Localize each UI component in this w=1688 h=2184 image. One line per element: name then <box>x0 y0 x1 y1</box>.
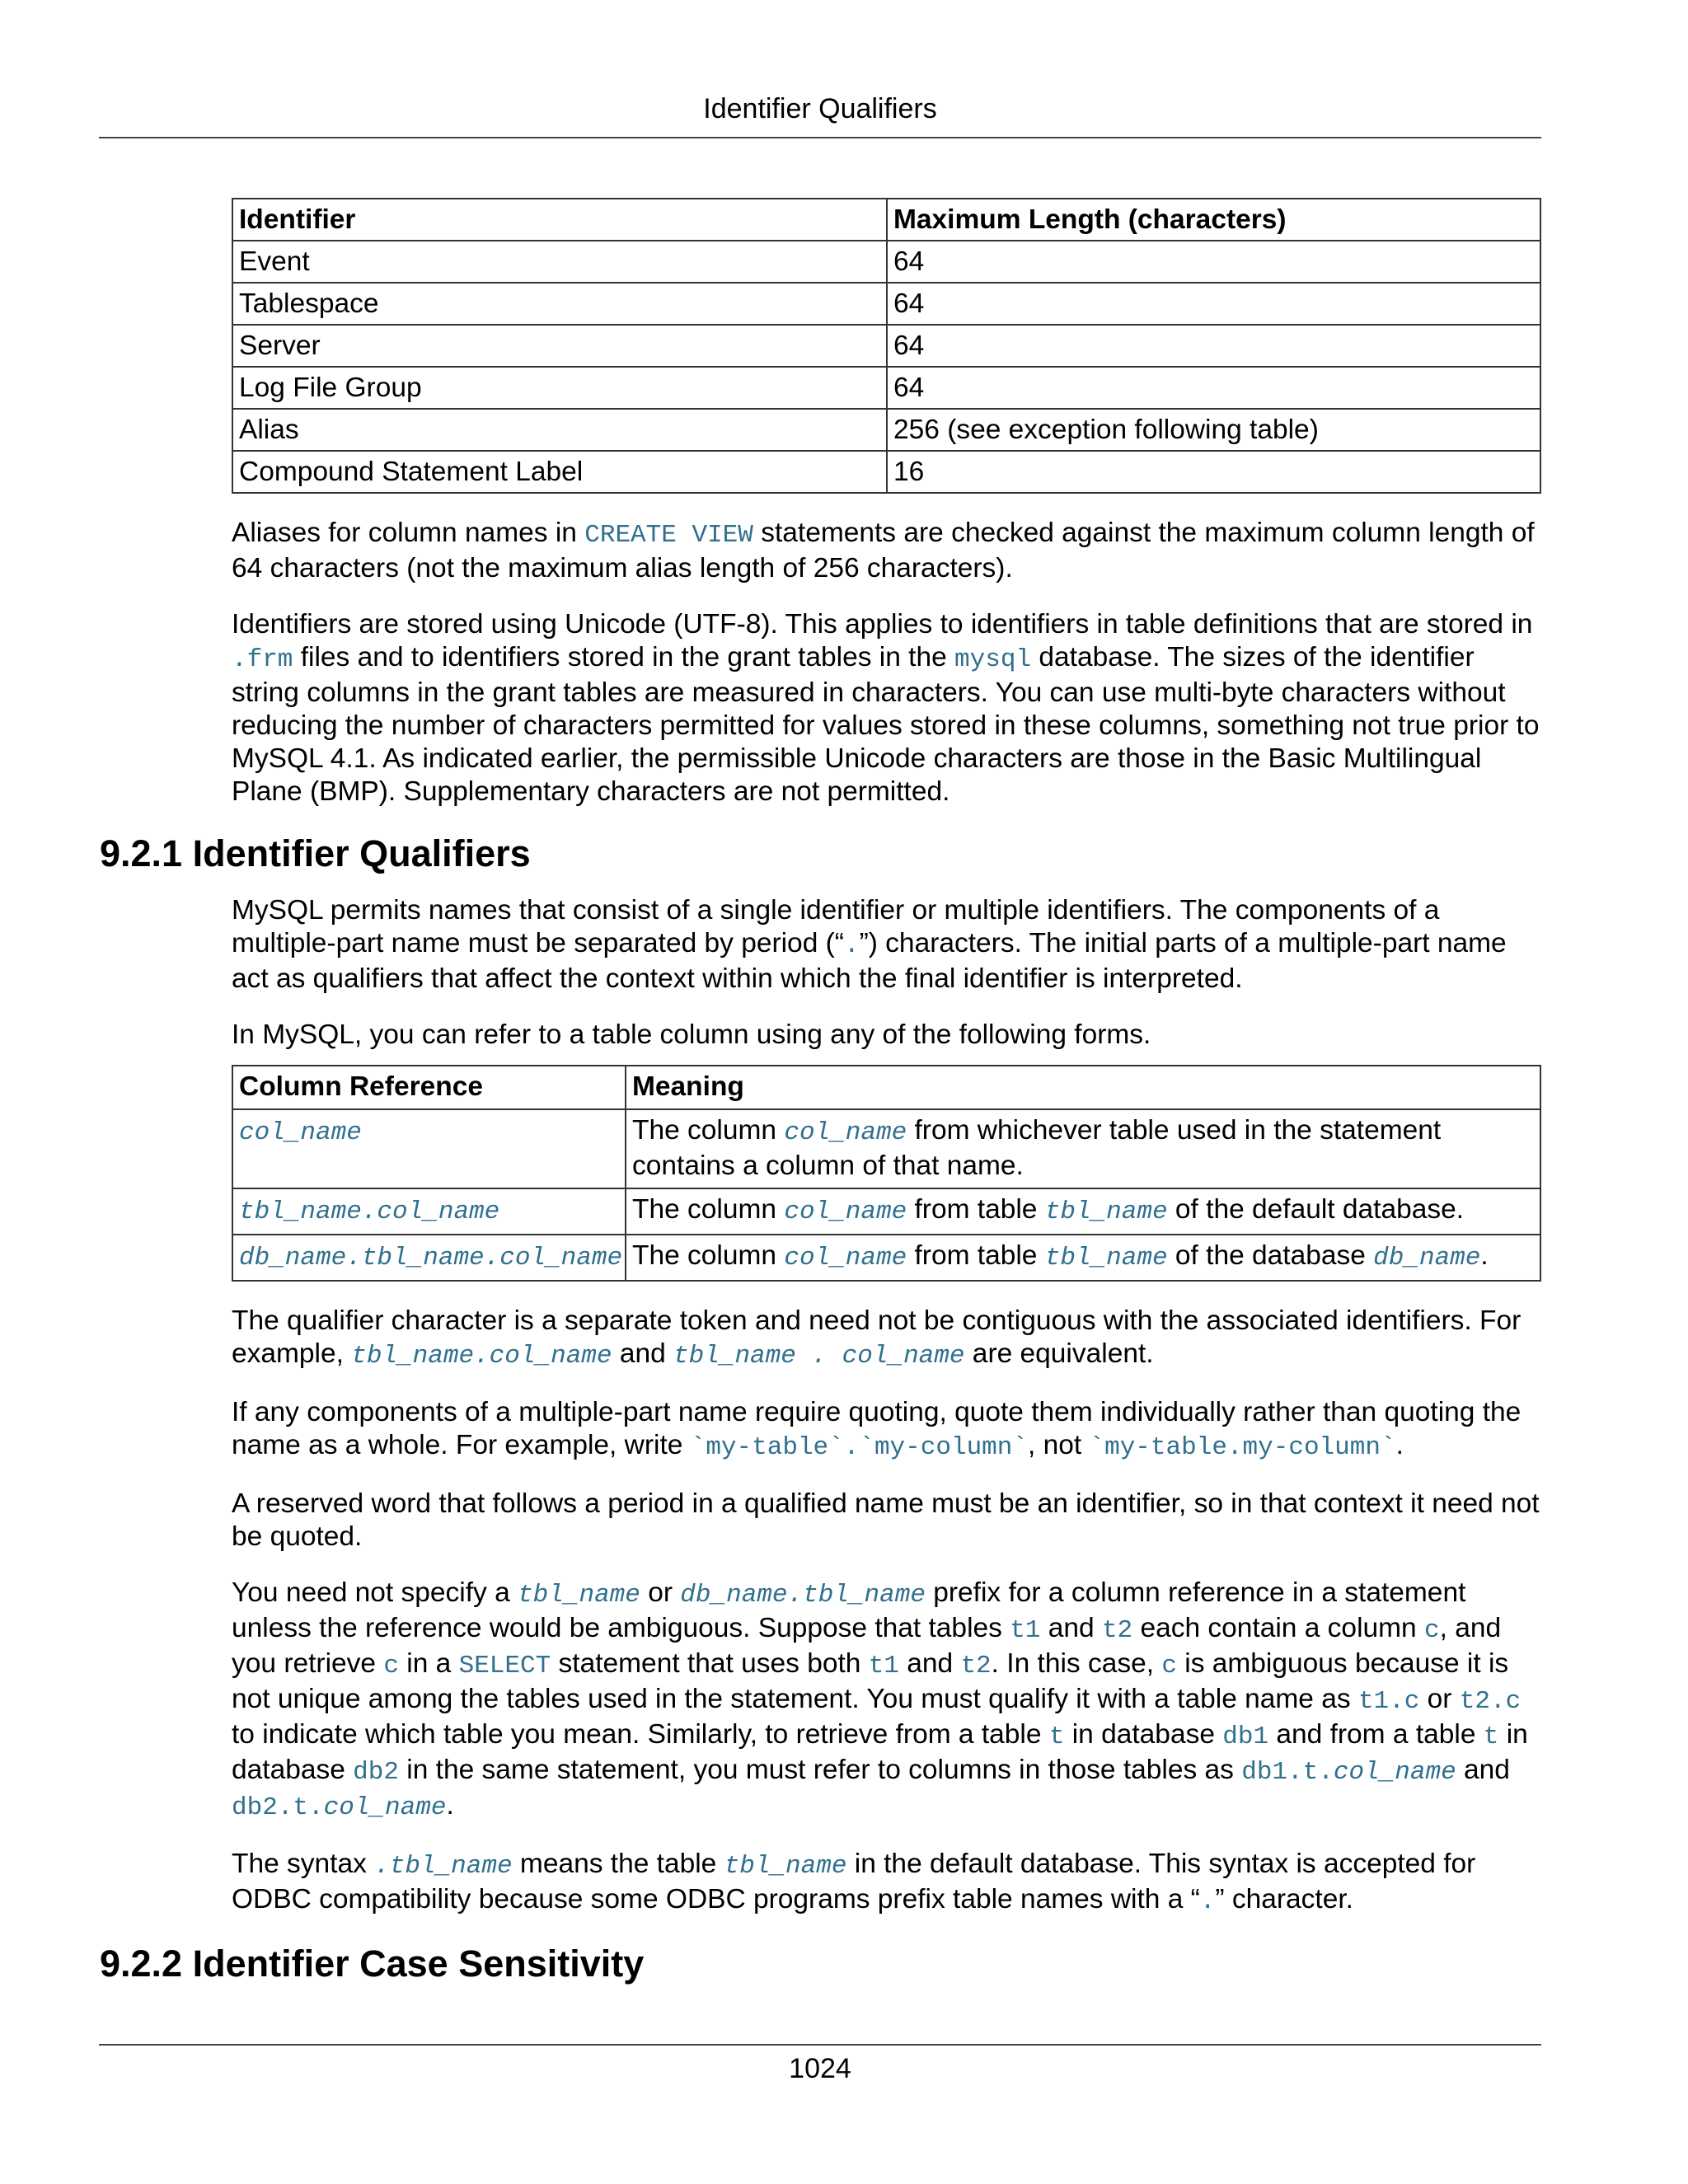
table-cell: 64 <box>887 325 1540 367</box>
table-cell <box>232 1235 626 1281</box>
code-inline: `my-table.my-column` <box>1089 1433 1396 1462</box>
code-inline: t <box>1048 1722 1065 1751</box>
table-row <box>232 1188 1540 1235</box>
code-inline: t2 <box>960 1652 992 1680</box>
table-cell <box>232 1109 626 1188</box>
table-row <box>232 1235 1540 1281</box>
table-row <box>232 367 1540 409</box>
code-inline: c <box>1423 1616 1440 1645</box>
paragraph-unicode: Identifiers are stored using Unicode (UTF-8). This applies to identifiers in table definitions that are stored in .frm files and to identifiers stored in the grant tables in the mysql database. The sizes of the identifier string columns in the grant tables are measured in characters. You can use multi-byte characters without reducing the number of characters permitted for values stored in these columns, something not true prior to MySQL 4.1. As indicated earlier, the permissible Unicode characters are those in the Basic Multilingual Plane (BMP). Supplementary characters are not permitted. <box>232 609 1540 807</box>
code-inline: tbl_name <box>724 1852 847 1881</box>
code-inline: tbl_name <box>1044 1244 1168 1272</box>
table-cell: 256 (see exception following table) <box>887 409 1540 451</box>
code-inline: t1.c <box>1357 1687 1420 1716</box>
table-cell: Alias <box>232 409 887 451</box>
code-inline: c <box>383 1652 399 1680</box>
code-inline: db_name.tbl_name <box>680 1581 926 1610</box>
code-inline: col_name <box>323 1793 447 1822</box>
table-row <box>232 1109 1540 1188</box>
table-cell: The column col_name from whichever table used in the statement contains a column of that name. <box>626 1109 1540 1188</box>
code-inline: tbl_name . col_name <box>673 1342 965 1371</box>
table-cell: 64 <box>887 283 1540 325</box>
table-row <box>232 241 1540 283</box>
code-link[interactable]: SELECT <box>458 1652 551 1680</box>
paragraph-forms-intro: In MySQL, you can refer to a table column using any of the following forms. <box>232 1019 1151 1050</box>
table-cell: Log File Group <box>232 367 887 409</box>
code-inline: db1 <box>1222 1722 1269 1751</box>
table-cell <box>232 1188 626 1235</box>
footer-rule <box>99 2044 1541 2046</box>
code-inline: . <box>843 931 860 960</box>
table-row <box>232 283 1540 325</box>
table-header-row <box>232 199 1540 241</box>
paragraph-alias-note: Aliases for column names in CREATE VIEW statements are checked against the maximum column length of 64 characters (not the maximum alias length of 256 characters). <box>232 518 1535 583</box>
table-header-cell: Meaning <box>626 1066 1540 1109</box>
section-heading: 9.2.2 Identifier Case Sensitivity <box>100 1943 645 1985</box>
column-reference-table <box>232 1065 1541 1282</box>
table-cell: Server <box>232 325 887 367</box>
code-inline: col_name <box>1333 1758 1456 1787</box>
table-cell: Event <box>232 241 887 283</box>
code-inline: col_name <box>784 1118 907 1147</box>
paragraph-ambiguity: You need not specify a tbl_name or db_name.tbl_name prefix for a column reference in a statement unless the reference would be ambiguous. Suppose that tables t1 and t2 each contain a column c, and you retrieve c in a SELECT statement that uses both t1 and t2. In this case, c is ambiguous because it is not unique among the tables used in the statement. You must qualify it with a table name as t1.c or t2.c to indicate which table you mean. Similarly, to retrieve from a table t in database db1 and from a table t in database db2 in the same statement, you must refer to columns in those tables as db1.t.col_name and db2.t.col_name. <box>232 1577 1528 1822</box>
table-cell: 64 <box>887 367 1540 409</box>
code-inline: db_name <box>1373 1244 1481 1272</box>
page-number: 1024 <box>789 2053 851 2084</box>
code-inline: . <box>1199 1887 1216 1916</box>
table-cell: The column col_name from table tbl_name of the default database. <box>626 1188 1540 1235</box>
paragraph-qualifiers: MySQL permits names that consist of a single identifier or multiple identifiers. The components of a multiple-part name must be separated by period (“.”) characters. The initial parts of a multiple-part name act as qualifiers that affect the context within which the final identifier is interpreted. <box>232 895 1507 994</box>
code-inline: t1 <box>868 1652 899 1680</box>
code-inline: tbl_name.col_name <box>239 1197 500 1226</box>
code-inline: t1 <box>1010 1616 1041 1645</box>
code-inline: db_name.tbl_name.col_name <box>239 1244 623 1272</box>
table-cell: The column col_name from table tbl_name of the database db_name. <box>626 1235 1540 1281</box>
identifier-length-table <box>232 198 1541 494</box>
header-rule <box>99 137 1541 138</box>
code-inline: mysql <box>954 645 1032 674</box>
table-row <box>232 325 1540 367</box>
paragraph-qualifier-token: The qualifier character is a separate token and need not be contiguous with the associated identifiers. For example, tbl_name.col_name and tbl_name . col_name are equivalent. <box>232 1305 1522 1371</box>
code-inline: tbl_name <box>1044 1197 1168 1226</box>
table-cell: 64 <box>887 241 1540 283</box>
table-header-cell: Maximum Length (characters) <box>887 199 1540 241</box>
code-link[interactable]: CREATE VIEW <box>584 521 753 550</box>
code-inline: `my-table`.`my-column` <box>690 1433 1028 1462</box>
code-inline: .tbl_name <box>374 1852 513 1881</box>
code-inline: col_name <box>784 1244 907 1272</box>
table-cell: Compound Statement Label <box>232 451 887 493</box>
code-inline: t2 <box>1101 1616 1133 1645</box>
table-header-row <box>232 1066 1540 1109</box>
code-inline: .frm <box>232 645 293 674</box>
code-inline: col_name <box>239 1118 362 1147</box>
paragraph-reserved-word: A reserved word that follows a period in a qualified name must be an identifier, so in that context it need not be quoted. <box>232 1488 1540 1552</box>
table-cell: Tablespace <box>232 283 887 325</box>
code-inline: tbl_name.col_name <box>351 1342 612 1371</box>
code-inline: c <box>1161 1652 1177 1680</box>
table-cell: 16 <box>887 451 1540 493</box>
table-row <box>232 409 1540 451</box>
code-inline: db2.t. <box>232 1793 324 1822</box>
section-heading: 9.2.1 Identifier Qualifiers <box>100 832 531 874</box>
code-inline: t <box>1483 1722 1499 1751</box>
code-inline: t2.c <box>1459 1687 1522 1716</box>
table-header-cell: Column Reference <box>232 1066 626 1109</box>
paragraph-odbc: The syntax .tbl_name means the table tbl_name in the default database. This syntax is accepted for ODBC compatibility because some ODBC programs prefix table names with a “.” character. <box>232 1849 1476 1916</box>
code-inline: tbl_name <box>518 1581 640 1610</box>
table-row <box>232 451 1540 493</box>
table-header-cell: Identifier <box>232 199 887 241</box>
paragraph-quoting: If any components of a multiple-part name require quoting, quote them individually rather than quoting the name as a whole. For example, write `my-table`.`my-column`, not `my-table.my-column`. <box>232 1397 1522 1462</box>
code-inline: db1.t. <box>1241 1758 1334 1787</box>
code-inline: col_name <box>784 1197 907 1226</box>
main-content <box>100 198 1541 2004</box>
code-inline: db2 <box>353 1758 399 1787</box>
running-header: Identifier Qualifiers <box>703 93 937 124</box>
